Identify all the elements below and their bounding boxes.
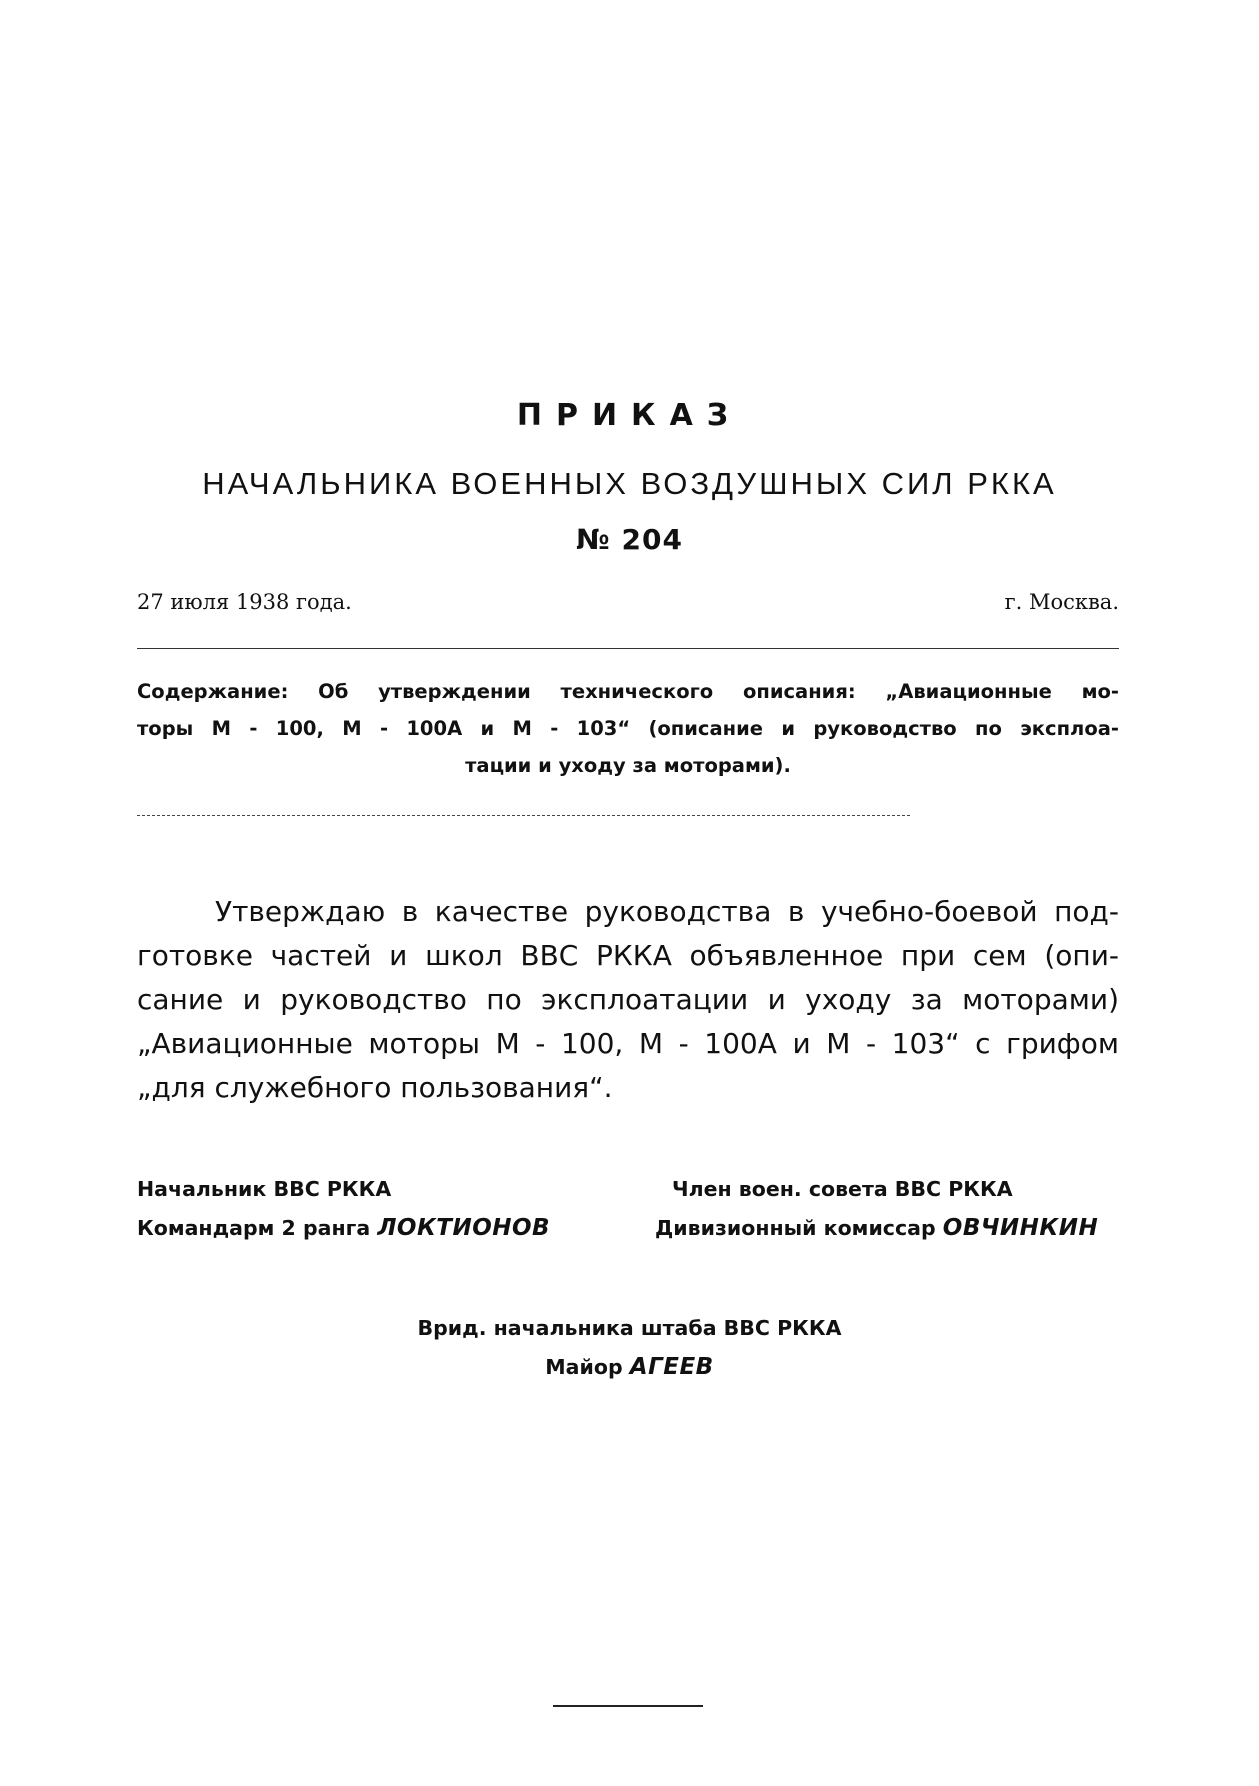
summary-divider <box>137 815 910 816</box>
signature-rank: Майор <box>545 1355 623 1379</box>
signature-position: Врид. начальника штаба ВВС РККА <box>417 1316 842 1340</box>
top-divider <box>137 648 1119 649</box>
signature-position: Начальник ВВС РККА <box>137 1177 392 1201</box>
document-title: ПРИКАЗ <box>516 398 743 433</box>
order-number: № 204 <box>576 523 683 556</box>
signature-name: ОВЧИНКИН <box>942 1215 1099 1241</box>
order-place: г. Москва. <box>1004 590 1119 614</box>
order-date: 27 июля 1938 года. <box>137 590 352 614</box>
signature-chief-of-staff <box>0 1309 1259 1387</box>
body-line: готовке частей и школ ВВС РККА объявленное при сем (опи- <box>137 939 1119 972</box>
order-body <box>137 890 1119 1110</box>
body-line: „для служебного пользования“. <box>137 1071 613 1104</box>
order-summary <box>137 673 1119 784</box>
body-line: „Авиационные моторы М - 100, М - 100А и М - 103“ с грифом <box>137 1027 1119 1060</box>
body-line: сание и руководство по эксплоатации и уходу за моторами) <box>137 983 1119 1016</box>
summary-line: тации и уходу за моторами). <box>465 754 791 777</box>
signature-council-member <box>655 1170 1098 1248</box>
signature-rank: Дивизионный комиссар <box>655 1216 936 1240</box>
summary-line: Содержание: Об утверждении технического описания: „Авиационные мо- <box>137 680 1119 703</box>
summary-line: торы М - 100, М - 100А и М - 103“ (описание и руководство по эксплоа- <box>137 717 1119 740</box>
signature-name: ЛОКТИОНОВ <box>377 1215 551 1241</box>
signature-commander <box>137 1170 550 1248</box>
end-divider <box>553 1705 703 1707</box>
signature-position: Член воен. совета ВВС РККА <box>672 1177 1013 1201</box>
signature-rank: Командарм 2 ранга <box>137 1216 371 1240</box>
document-subtitle: НАЧАЛЬНИКА ВОЕННЫХ ВОЗДУШНЫХ СИЛ РККА <box>202 466 1057 501</box>
body-line: Утверждаю в качестве руководства в учебно-боевой под- <box>215 895 1119 928</box>
signature-name: АГЕЕВ <box>629 1354 714 1380</box>
